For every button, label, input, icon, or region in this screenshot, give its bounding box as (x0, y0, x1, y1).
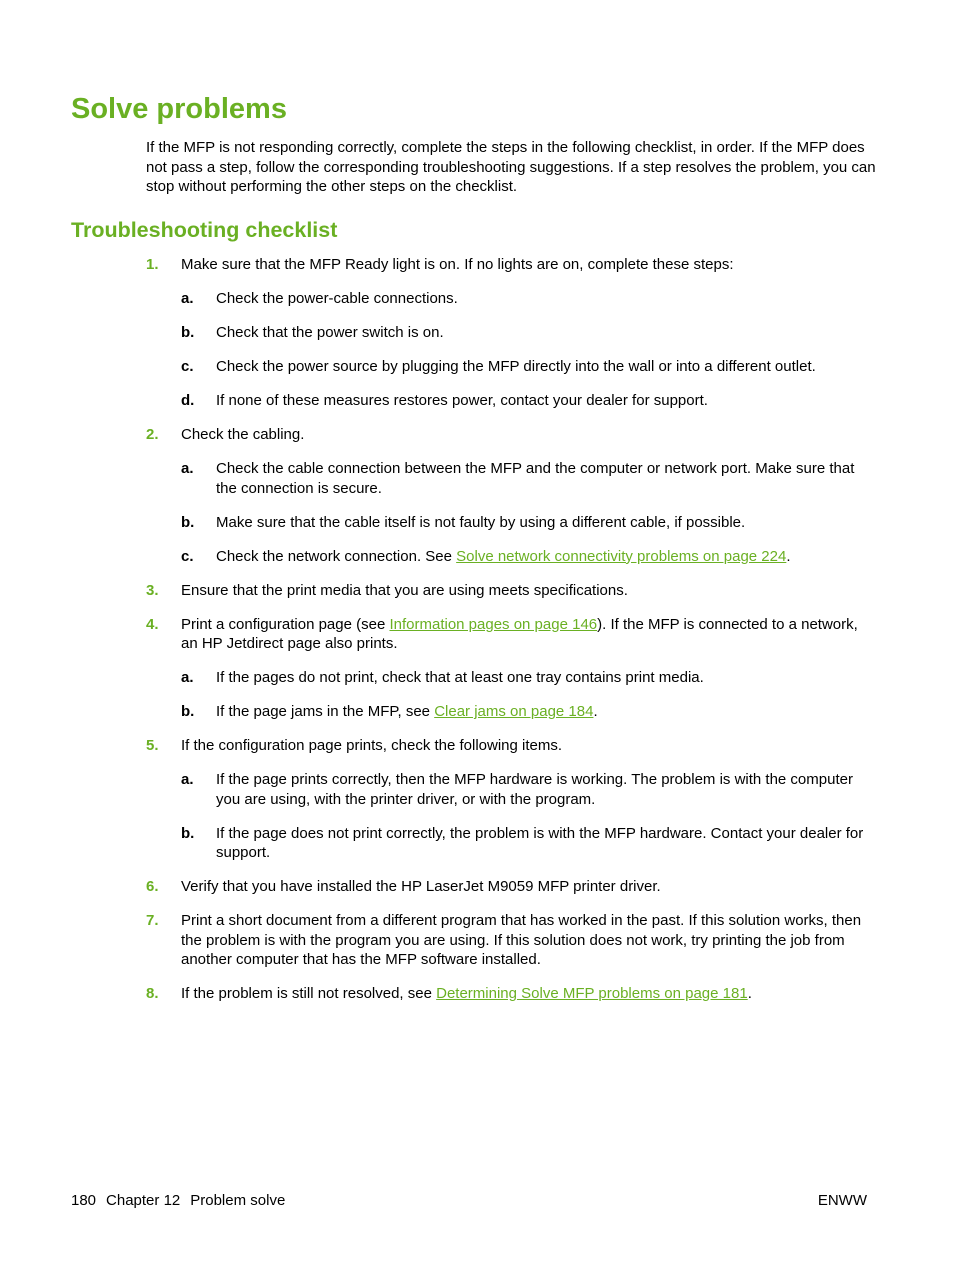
substep (181, 702, 876, 722)
substep-text: If none of these measures restores power, contact your dealer for support. (216, 392, 708, 409)
substep-text: Check the power-cable connections. (216, 290, 458, 307)
step-number: 3. (146, 581, 159, 599)
substep-text: Make sure that the cable itself is not faulty by using a different cable, if possible. (216, 513, 746, 531)
substep-text: If the page does not print correctly, the problem is with the MFP hardware. Contact your dealer for support. (216, 824, 864, 861)
substep-text: Check the power source by plugging the MFP directly into the wall or into a different outlet. (216, 358, 816, 375)
substep-letter: c. (181, 547, 194, 565)
substep-text: Check the cable connection between the MFP and the computer or network port. Make sure that the connection is secure. (216, 460, 855, 497)
substep-letter: b. (181, 513, 195, 531)
substep (181, 323, 876, 343)
substep-text-after: . (593, 703, 598, 720)
step-text: Ensure that the print media that you are using meets specifications. (181, 581, 628, 599)
substep-letter: b. (181, 324, 195, 341)
substep-text-after: . (786, 547, 791, 565)
checklist-step-1 (146, 255, 876, 411)
step-text-before: If the problem is still not resolved, see (181, 985, 437, 1002)
substep (181, 391, 876, 411)
step-text: Check the cabling. (181, 426, 305, 443)
checklist-step-4 (146, 615, 876, 722)
step-number: 2. (146, 426, 159, 443)
intro-paragraph: If the MFP is not responding correctly, complete the steps in the following checklist, in order. If the MFP does not pass a step, follow the corresponding troubleshooting suggestions. If a step resolves the problem, you can stop without performing the other steps on the checklist. (146, 139, 876, 195)
substep (181, 357, 876, 377)
substep-text: If the pages do not print, check that at least one tray contains print media. (216, 669, 704, 686)
substep-letter: a. (181, 460, 194, 477)
step-text: Print a short document from a different program that has worked in the past. If this solution works, then the problem is with the program you are using. If this solution does not work, try printing the job from another computer that has the MFP software installed. (181, 912, 862, 968)
substep-letter: c. (181, 358, 194, 375)
checklist-step-3 (146, 581, 876, 601)
step-text: Verify that you have installed the HP LaserJet M9059 MFP printer driver. (181, 878, 661, 895)
substep (181, 824, 876, 863)
substep-text-before: Check the network connection. See (216, 547, 457, 565)
substep-text: If the page prints correctly, then the MFP hardware is working. The problem is with the computer you are using, with the printer driver, or with the program. (216, 771, 853, 808)
substep-letter: b. (181, 703, 195, 720)
troubleshooting-checklist (146, 255, 876, 1004)
clear-jams-link[interactable]: Clear jams on page 184 (434, 703, 594, 720)
determining-problems-link[interactable]: Determining Solve MFP problems on page 181 (436, 985, 748, 1002)
footer-locale: ENWW (817, 1192, 867, 1209)
substep (181, 547, 876, 567)
step-text: If the configuration page prints, check the following items. (181, 737, 563, 754)
step-text-after: . (747, 985, 752, 1002)
step-number: 7. (146, 912, 159, 929)
substep (181, 770, 876, 809)
network-connectivity-link[interactable]: Solve network connectivity problems on page 224 (456, 547, 787, 565)
substep-letter: d. (181, 392, 195, 409)
step-number: 6. (146, 878, 159, 895)
substeps (181, 459, 876, 566)
step-number: 8. (146, 985, 159, 1002)
substep-text-before: If the page jams in the MFP, see (216, 703, 435, 720)
checklist-step-7 (146, 911, 876, 970)
page-title: Solve problems (71, 93, 287, 125)
substep-letter: a. (181, 771, 194, 788)
substeps (181, 770, 876, 863)
substep (181, 513, 876, 533)
step-text: Make sure that the MFP Ready light is on. If no lights are on, complete these steps: (181, 256, 734, 273)
substep (181, 289, 876, 309)
substeps (181, 289, 876, 411)
checklist-step-2 (146, 425, 876, 566)
information-pages-link[interactable]: Information pages on page 146 (389, 615, 598, 633)
page-footer (71, 1192, 295, 1209)
substeps (181, 668, 876, 722)
chapter-title: Problem solve (190, 1192, 286, 1209)
substep (181, 668, 876, 688)
substep-text: Check that the power switch is on. (216, 324, 444, 341)
page-number: 180 (71, 1192, 97, 1209)
checklist-step-8 (146, 984, 876, 1004)
section-title: Troubleshooting checklist (71, 218, 338, 242)
checklist-step-6 (146, 877, 876, 897)
substep-letter: a. (181, 669, 194, 686)
step-text-before: Print a configuration page (see (181, 615, 390, 633)
substep-letter: a. (181, 290, 194, 307)
step-number: 5. (146, 737, 159, 754)
step-number: 1. (146, 256, 159, 273)
substep (181, 459, 876, 498)
checklist-step-5 (146, 736, 876, 863)
substep-letter: b. (181, 824, 195, 842)
chapter-label: Chapter 12 (106, 1192, 181, 1209)
step-number: 4. (146, 615, 159, 633)
step-text-after: ). If the MFP is connected to a network, an HP Jetdirect page also prints. (181, 615, 858, 652)
